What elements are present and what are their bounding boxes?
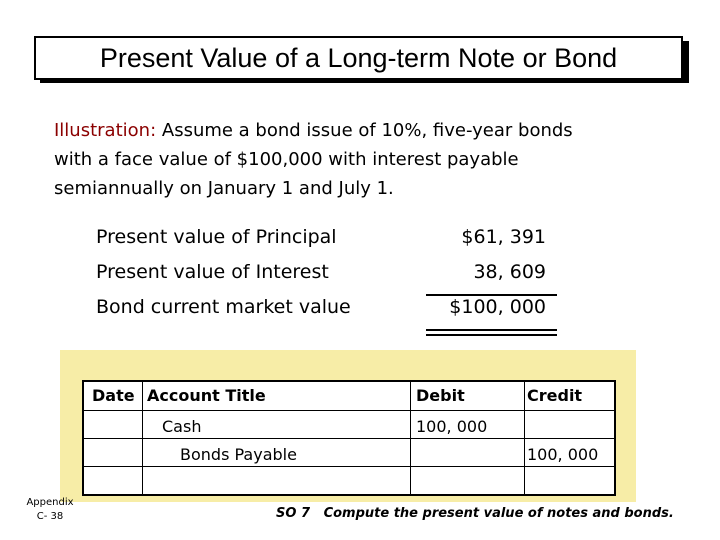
header-account-title: Account Title (147, 386, 266, 405)
row-account: Cash (162, 417, 202, 436)
pv-amount: $100, 000 (449, 296, 546, 318)
study-objective-footer (276, 506, 674, 521)
title-box (34, 36, 683, 80)
pv-row-principal (96, 222, 566, 256)
study-objective-number: SO 7 (276, 506, 310, 521)
study-objective-text: Compute the present value of notes and bonds. (323, 506, 674, 521)
pv-amount: $61, 391 (461, 226, 546, 248)
pv-row-market-value (96, 292, 566, 326)
column-divider (524, 382, 525, 494)
subtotal-rule (426, 294, 557, 296)
header-credit: Credit (527, 386, 583, 405)
header-debit: Debit (416, 386, 465, 405)
row-credit: 100, 000 (527, 445, 599, 464)
illustration-line-1 (54, 116, 684, 145)
row-divider (84, 466, 614, 467)
pv-amount: 38, 609 (473, 261, 546, 283)
pv-row-interest (96, 257, 566, 291)
pv-label: Present value of Interest (96, 261, 329, 283)
column-divider (410, 382, 411, 494)
header-date: Date (92, 386, 135, 405)
illustration-paragraph (54, 116, 684, 203)
pv-label: Bond current market value (96, 296, 351, 318)
appendix-line-1: Appendix (26, 497, 74, 508)
illustration-text-1: Assume a bond issue of 10%, five-year bonds (161, 120, 573, 141)
row-debit: 100, 000 (416, 417, 488, 436)
pv-label: Present value of Principal (96, 226, 337, 248)
journal-table (82, 380, 616, 496)
illustration-line-3: semiannually on January 1 and July 1. (54, 178, 394, 199)
slide-title: Present Value of a Long-term Note or Bond (99, 42, 618, 73)
appendix-line-2: C- 38 (36, 511, 64, 522)
column-divider (142, 382, 143, 494)
row-account: Bonds Payable (180, 445, 297, 464)
total-double-rule-top (426, 329, 557, 331)
row-divider (84, 438, 614, 439)
appendix-label (20, 496, 80, 524)
illustration-label: Illustration: (54, 120, 157, 141)
illustration-line-2: with a face value of $100,000 with interest payable (54, 149, 519, 170)
total-double-rule-bottom (426, 334, 557, 336)
header-divider (84, 410, 614, 411)
